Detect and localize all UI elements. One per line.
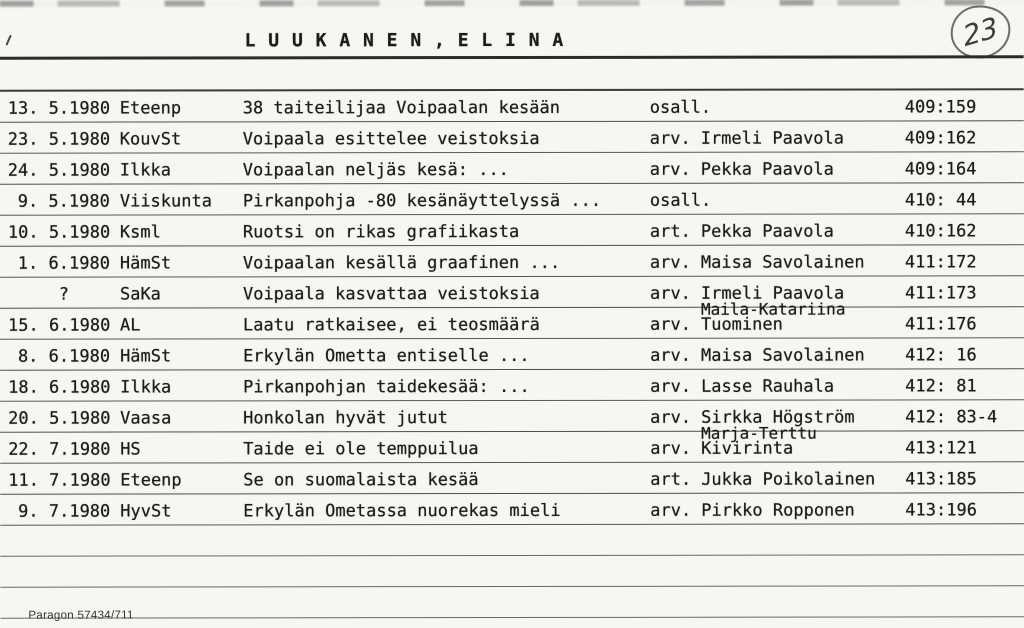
credit-name [700,299,846,335]
entry-title: Voipaalan kesällä graafinen ... [242,252,561,274]
entry-reference: 411:173 [904,283,977,304]
credit-name [701,423,817,459]
entry-credit [649,97,721,118]
entry-source: KouvSt [119,129,182,150]
credit-name-top-line: Marja-Terttu [701,423,817,443]
credit-name-main-line: Kivirinta [701,438,794,459]
entry-reference: 410: 44 [904,190,977,211]
entry-credit [650,299,846,335]
entry-source: Ksml [119,222,161,243]
entry-title: 38 taiteilijaa Voipaalan kesään [242,97,561,119]
entry-reference: 411:176 [905,314,977,335]
credit-prefix: arv. [649,252,691,273]
entry-credit [650,471,875,488]
entry-reference: 412: 81 [905,376,977,397]
table-row [0,121,1024,153]
card-print-code: Paragon 57434/711 [28,609,134,622]
credit-prefix: osall. [649,97,712,118]
table-row [0,369,1024,401]
table-row [0,183,1024,215]
scan-edge-artifact [0,0,1024,7]
entry-title: Laatu ratkaisee, ei teosmäärä [243,314,540,336]
entry-title: Pirkanpohja -80 kesänäyttelyssä ... [242,190,602,212]
entry-date: 23. 5.1980 [7,129,111,150]
credit-name-main-line: Tuominen [700,314,783,335]
entry-source: Vaasa [120,408,172,429]
credit-prefix: arv. [649,159,691,180]
table-row [0,245,1024,277]
credit-name [701,471,875,488]
table-row [0,423,1024,463]
empty-ruled-line [0,524,1024,556]
table-row [0,152,1024,184]
entry-title: Voipaalan neljäs kesä: ... [242,160,509,181]
credit-prefix: arv. [649,283,691,304]
entry-date: 8. 6.1980 [17,346,111,367]
credit-prefix: art. [649,221,691,242]
empty-ruled-line [0,586,1024,618]
credit-name [701,376,835,397]
credit-name-main-line: Pekka Paavola [700,221,834,242]
table-row [0,90,1024,122]
entry-title: Honkolan hyvät jutut [243,408,448,429]
credit-prefix: arv. [650,438,692,459]
entry-reference: 413:196 [905,500,977,521]
entry-title: Erkylän Ometta entiselle ... [243,345,530,367]
entry-source: Eteenp [119,98,182,119]
handwritten-page-number-circle [948,2,1013,61]
credit-name-main-line: Jukka Poikolainen [701,469,876,490]
entry-reference: 410:162 [904,221,977,242]
table-row [0,400,1024,432]
credit-name-main-line: Pekka Paavola [700,159,834,180]
credit-prefix: arv. [650,376,692,397]
credit-name-main-line: Maisa Savolainen [700,252,865,273]
credit-name-main-line: Lasse Rauhala [701,376,835,397]
credit-prefix: arv. [649,128,691,149]
credit-prefix: art. [650,469,692,490]
table-row [0,462,1024,494]
entry-date: ? [58,284,110,305]
credit-name [700,128,845,149]
entries-table [0,59,1024,618]
table-row [0,493,1024,525]
entry-credit [650,500,855,521]
entry-source: Viiskunta [119,191,212,212]
entry-date: 13. 5.1980 [7,98,111,119]
credit-name-main-line: Irmeli Paavola [700,128,845,149]
entry-source: HS [120,439,141,460]
entry-reference: 409:162 [904,128,977,149]
entry-credit [650,423,817,459]
entry-source: Eteenp [120,470,182,491]
entry-date: 20. 5.1980 [8,408,111,429]
entry-credit [649,159,834,180]
stray-pen-mark [5,35,11,46]
credit-name [701,500,855,521]
entry-title: Taide ei ole temppuilua [243,439,479,460]
entry-date: 11. 7.1980 [8,470,111,491]
entry-title: Erkylän Ometassa nuorekas mieli [243,500,561,522]
entry-credit [649,190,721,211]
entry-date: 15. 6.1980 [8,315,111,336]
entry-credit [649,128,845,149]
entry-reference: 412: 16 [905,345,977,366]
entry-title: Voipaala kasvattaa veistoksia [242,283,540,305]
entry-date: 9. 7.1980 [18,501,111,522]
entry-title: Voipaala esittelee veistoksia [242,128,540,150]
entry-reference: 409:164 [904,159,977,180]
entry-reference: 413:185 [905,469,977,490]
table-row [0,338,1024,370]
entry-title: Pirkanpohjan taidekesää: ... [243,376,530,398]
entry-date: 18. 6.1980 [8,377,111,398]
credit-name [700,252,865,273]
entry-credit [650,345,865,366]
credit-name-main-line: Sirkka Högström [701,407,855,428]
entry-date: 22. 7.1980 [8,439,111,460]
entry-source: HyvSt [120,501,172,522]
credit-prefix: arv. [650,500,692,521]
entry-date: 1. 6.1980 [17,253,110,274]
entry-credit [649,252,865,273]
credit-prefix: arv. [650,345,692,366]
blank-ruled-row [0,59,1024,91]
credit-prefix: arv. [650,314,691,335]
entry-source: SaKa [119,284,161,305]
entry-reference: 411:172 [904,252,977,273]
empty-ruled-line [0,555,1024,587]
entry-date: 9. 5.1980 [17,191,110,212]
table-row [0,214,1024,246]
entry-title: Se on suomalaista kesää [243,470,479,491]
entry-reference: 412: 83-4 [905,407,998,428]
credit-prefix: osall. [649,190,712,211]
entry-source: HämSt [119,253,172,274]
credit-name [700,345,865,366]
credit-name-main-line: Irmeli Paavola [700,283,845,304]
credit-name [700,159,834,180]
entry-credit [649,221,834,242]
credit-name-main-line: Maisa Savolainen [700,345,865,366]
credit-prefix: arv. [650,407,692,428]
entry-reference: 409:159 [904,97,977,118]
entry-date: 24. 5.1980 [7,160,111,181]
table-row [0,276,1024,308]
entry-source: Ilkka [120,377,172,398]
entry-credit [650,376,835,397]
entry-source: AL [120,315,141,336]
entry-title: Ruotsi on rikas grafiikasta [242,221,520,243]
page-title: L U U K A N E N , E L I N A [244,29,565,52]
entry-reference: 413:121 [905,438,977,459]
page-number: 23 [960,10,1001,53]
credit-name-main-line: Pirkko Ropponen [701,500,855,521]
entry-date: 10. 5.1980 [7,222,111,243]
credit-name [700,221,834,242]
credit-name-top-line: Maila-Katariina [700,299,846,319]
entry-source: Ilkka [119,160,172,181]
entry-source: HämSt [120,346,172,367]
table-row [0,299,1024,339]
